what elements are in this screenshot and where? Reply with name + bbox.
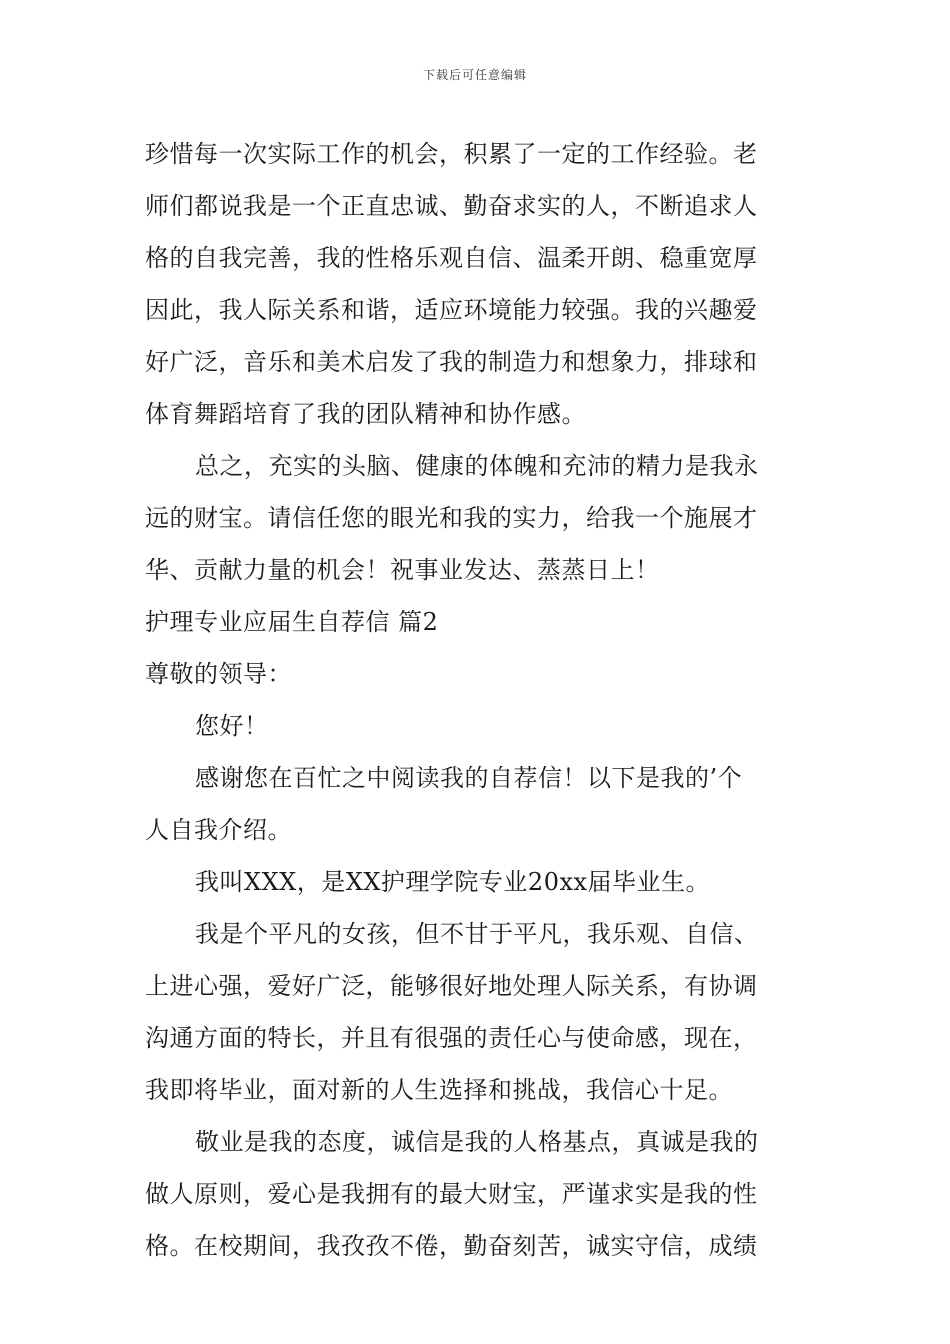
text-line: 人自我介绍。 bbox=[145, 816, 292, 844]
text-line: 好广泛，音乐和美术启发了我的制造力和想象力，排球和 bbox=[145, 348, 758, 376]
text-line: 师们都说我是一个正直忠诚、勤奋求实的人，不断追求人 bbox=[145, 192, 758, 220]
text-line: 我是个平凡的女孩，但不甘于平凡，我乐观、自信、 bbox=[195, 920, 759, 948]
text-line: 我即将毕业，面对新的人生选择和挑战，我信心十足。 bbox=[145, 1076, 733, 1104]
page-header: 下载后可任意编辑 bbox=[422, 68, 527, 82]
text-line: 因此，我人际关系和谐，适应环境能力较强。我的兴趣爱 bbox=[145, 296, 758, 324]
text-line: 做人原则，爱心是我拥有的最大财宝，严谨求实是我的性 bbox=[145, 1180, 758, 1208]
text-line: 沟通方面的特长，并且有很强的责任心与使命感，现在， bbox=[145, 1024, 758, 1052]
greeting: 您好！ bbox=[195, 712, 269, 740]
text-line: 敬业是我的态度，诚信是我的人格基点，真诚是我的 bbox=[195, 1128, 759, 1156]
text-line: 珍惜每一次实际工作的机会，积累了一定的工作经验。老 bbox=[145, 140, 758, 168]
text-line: 华、贡献力量的机会！祝事业发达、蒸蒸日上！ bbox=[145, 556, 660, 584]
text-line: 远的财宝。请信任您的眼光和我的实力，给我一个施展才 bbox=[145, 504, 758, 532]
document-body bbox=[145, 128, 815, 1272]
section-title: 护理专业应届生自荐信 篇2 bbox=[145, 608, 439, 636]
text-line: 格。在校期间，我孜孜不倦，勤奋刻苦，诚实守信，成绩 bbox=[145, 1232, 758, 1260]
text-line: 格的自我完善，我的性格乐观自信、温柔开朗、稳重宽厚 bbox=[145, 244, 758, 272]
salutation: 尊敬的领导： bbox=[145, 660, 292, 688]
text-line: 上进心强，爱好广泛，能够很好地处理人际关系，有协调 bbox=[145, 972, 758, 1000]
text-line: 我叫XXX，是XX护理学院专业20xx届毕业生。 bbox=[195, 868, 711, 896]
text-line: 总之，充实的头脑、健康的体魄和充沛的精力是我永 bbox=[195, 452, 759, 480]
text-line: 感谢您在百忙之中阅读我的自荐信！以下是我的’个 bbox=[195, 764, 743, 792]
text-line: 体育舞蹈培育了我的团队精神和协作感。 bbox=[145, 400, 586, 428]
